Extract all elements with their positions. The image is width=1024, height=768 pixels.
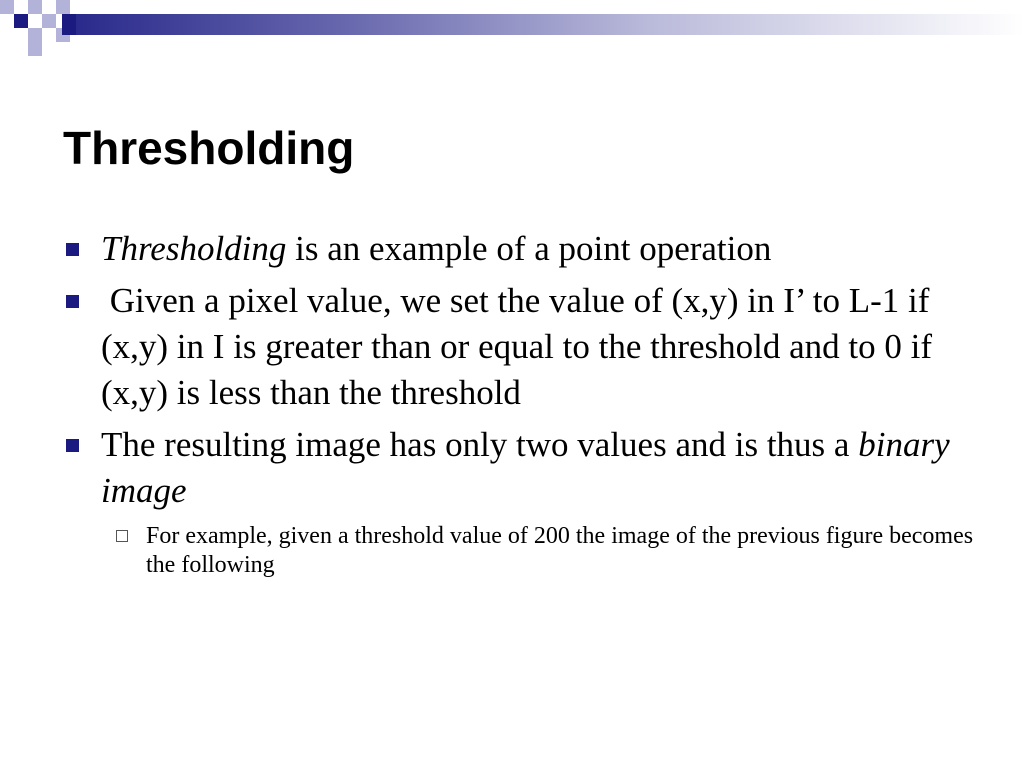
decor-square bbox=[28, 28, 42, 42]
bullet-text-italic: binary image bbox=[101, 425, 950, 510]
sub-bullet-item bbox=[101, 522, 976, 580]
bullet-text: The resulting image has only two values and is thus a bbox=[101, 425, 859, 464]
hollow-square-bullet-icon bbox=[116, 530, 128, 542]
square-bullet-icon bbox=[66, 439, 79, 452]
bullet-item bbox=[64, 278, 964, 416]
decor-gradient-band bbox=[76, 14, 1024, 35]
decor-square bbox=[42, 14, 56, 28]
decor-square bbox=[0, 0, 14, 14]
sub-bullet-text: For example, given a threshold value of 200 the image of the previous figure becomes the following bbox=[146, 523, 974, 578]
decor-square bbox=[28, 42, 42, 56]
square-bullet-icon bbox=[66, 295, 79, 308]
bullet-item bbox=[64, 226, 964, 272]
decor-square bbox=[62, 14, 76, 35]
decor-square bbox=[56, 0, 70, 14]
bullet-text: Given a pixel value, we set the value of (x,y) in I’ to L-1 if (x,y) in I is greater than or equal to the threshold and to 0 if (x,y) is less than the threshold bbox=[101, 281, 941, 412]
decor-square bbox=[14, 14, 28, 28]
slide-title: Thresholding bbox=[63, 122, 355, 174]
square-bullet-icon bbox=[66, 243, 79, 256]
slide-header-decoration bbox=[0, 0, 1024, 62]
bullet-list bbox=[64, 226, 974, 586]
bullet-text-italic: Thresholding bbox=[101, 229, 287, 268]
decor-square bbox=[28, 0, 42, 14]
bullet-item bbox=[64, 422, 974, 580]
bullet-text: is an example of a point operation bbox=[286, 229, 772, 268]
